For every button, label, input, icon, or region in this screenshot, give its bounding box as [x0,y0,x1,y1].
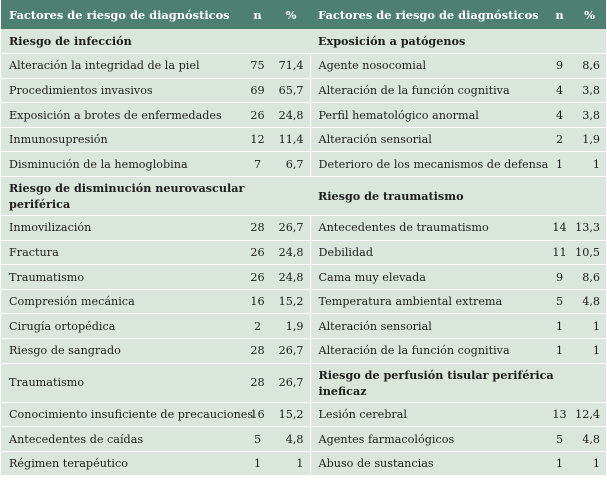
factor-right: Perfil hematológico anormal [310,103,546,128]
percent-right: 10,5 [573,240,606,265]
table-row [1,265,606,290]
table-row [1,363,606,402]
percent-left: 15,2 [272,402,310,427]
percent-right: 4,8 [573,427,606,452]
count-right: 1 [546,314,573,339]
count-left: 28 [243,216,272,241]
table-row [1,451,606,476]
factor-left: Inmovilización [1,216,243,241]
count-left: 28 [243,363,272,402]
percent-left: 26,7 [272,339,310,364]
table-row [1,127,606,152]
count-left: 7 [243,152,272,177]
factor-left: Riesgo de sangrado [1,339,243,364]
factor-left: Cirugía ortopédica [1,314,243,339]
count-left: 16 [243,402,272,427]
percent-right: 3,8 [573,78,606,103]
factor-right: Debilidad [310,240,546,265]
section-title-left: Riesgo de disminución neurovascular periférica [1,177,310,216]
count-right: 1 [546,152,573,177]
factor-left: Traumatismo [1,363,243,402]
factor-right: Abuso de sustancias [310,451,546,476]
percent-right: 13,3 [573,216,606,241]
column-header-factor-left: Factores de riesgo de diagnósticos [9,7,230,22]
percent-left: 26,7 [272,363,310,402]
count-left: 16 [243,289,272,314]
table-row [1,314,606,339]
percent-left: 65,7 [272,78,310,103]
percent-left: 6,7 [272,152,310,177]
count-right: 9 [546,54,573,79]
factor-left: Exposición a brotes de enfermedades [1,103,243,128]
factor-right: Antecedentes de traumatismo [310,216,546,241]
percent-right: 1,9 [573,127,606,152]
percent-left: 11,4 [272,127,310,152]
column-header-pct-left: % [285,7,297,22]
factor-right: Alteración sensorial [310,314,546,339]
column-header-factor-right: Factores de riesgo de diagnósticos [318,7,539,22]
section-title-right: Riesgo de perfusión tisular periférica ineficaz [310,363,606,402]
factor-right: Cama muy elevada [310,265,546,290]
risk-factors-table [1,0,606,476]
section-row [1,177,606,216]
factor-left: Conocimiento insuficiente de precauciones [1,402,243,427]
percent-right: 4,8 [573,289,606,314]
table-row [1,427,606,452]
table-row [1,54,606,79]
factor-right: Deterioro de los mecanismos de defensa [310,152,546,177]
percent-right: 1 [573,314,606,339]
percent-right: 3,8 [573,103,606,128]
factor-right: Lesión cerebral [310,402,546,427]
table-row [1,339,606,364]
factor-left: Procedimientos invasivos [1,78,243,103]
count-right: 4 [546,103,573,128]
count-left: 69 [243,78,272,103]
factor-right: Temperatura ambiental extrema [310,289,546,314]
percent-left: 26,7 [272,216,310,241]
percent-right: 8,6 [573,265,606,290]
table-row [1,402,606,427]
column-header-n-left: n [253,7,262,22]
percent-left: 24,8 [272,265,310,290]
table-row [1,289,606,314]
count-left: 26 [243,265,272,290]
table-row [1,152,606,177]
factor-right: Alteración de la función cognitiva [310,339,546,364]
count-left: 1 [243,451,272,476]
percent-left: 24,8 [272,240,310,265]
percent-left: 1,9 [272,314,310,339]
factor-right: Agentes farmacológicos [310,427,546,452]
count-right: 5 [546,427,573,452]
percent-left: 71,4 [272,54,310,79]
percent-left: 4,8 [272,427,310,452]
percent-right: 8,6 [573,54,606,79]
table-row [1,240,606,265]
factor-right: Alteración de la función cognitiva [310,78,546,103]
table-row [1,103,606,128]
factor-left: Antecedentes de caídas [1,427,243,452]
count-left: 26 [243,240,272,265]
table-row [1,78,606,103]
factor-right: Alteración sensorial [310,127,546,152]
table-header-row [1,0,606,29]
count-right: 14 [546,216,573,241]
count-left: 28 [243,339,272,364]
count-right: 13 [546,402,573,427]
percent-left: 24,8 [272,103,310,128]
count-right: 2 [546,127,573,152]
count-right: 5 [546,289,573,314]
section-title-left: Riesgo de infección [1,29,310,54]
factor-left: Fractura [1,240,243,265]
table-row [1,216,606,241]
section-row [1,29,606,54]
percent-left: 1 [272,451,310,476]
factor-right: Agente nosocomial [310,54,546,79]
factor-left: Compresión mecánica [1,289,243,314]
count-left: 12 [243,127,272,152]
percent-right: 1 [573,339,606,364]
section-title-right: Exposición a patógenos [310,29,606,54]
percent-left: 15,2 [272,289,310,314]
percent-right: 1 [573,152,606,177]
count-right: 1 [546,451,573,476]
factor-left: Disminución de la hemoglobina [1,152,243,177]
factor-left: Traumatismo [1,265,243,290]
count-left: 2 [243,314,272,339]
factor-left: Inmunosupresión [1,127,243,152]
percent-right: 12,4 [573,402,606,427]
count-right: 11 [546,240,573,265]
section-title-right: Riesgo de traumatismo [310,177,606,216]
count-left: 26 [243,103,272,128]
count-left: 5 [243,427,272,452]
count-right: 1 [546,339,573,364]
count-right: 4 [546,78,573,103]
count-right: 9 [546,265,573,290]
count-left: 75 [243,54,272,79]
factor-left: Régimen terapéutico [1,451,243,476]
column-header-pct-right: % [584,7,595,22]
percent-right: 1 [573,451,606,476]
column-header-n-right: n [555,7,564,22]
factor-left: Alteración la integridad de la piel [1,54,243,79]
